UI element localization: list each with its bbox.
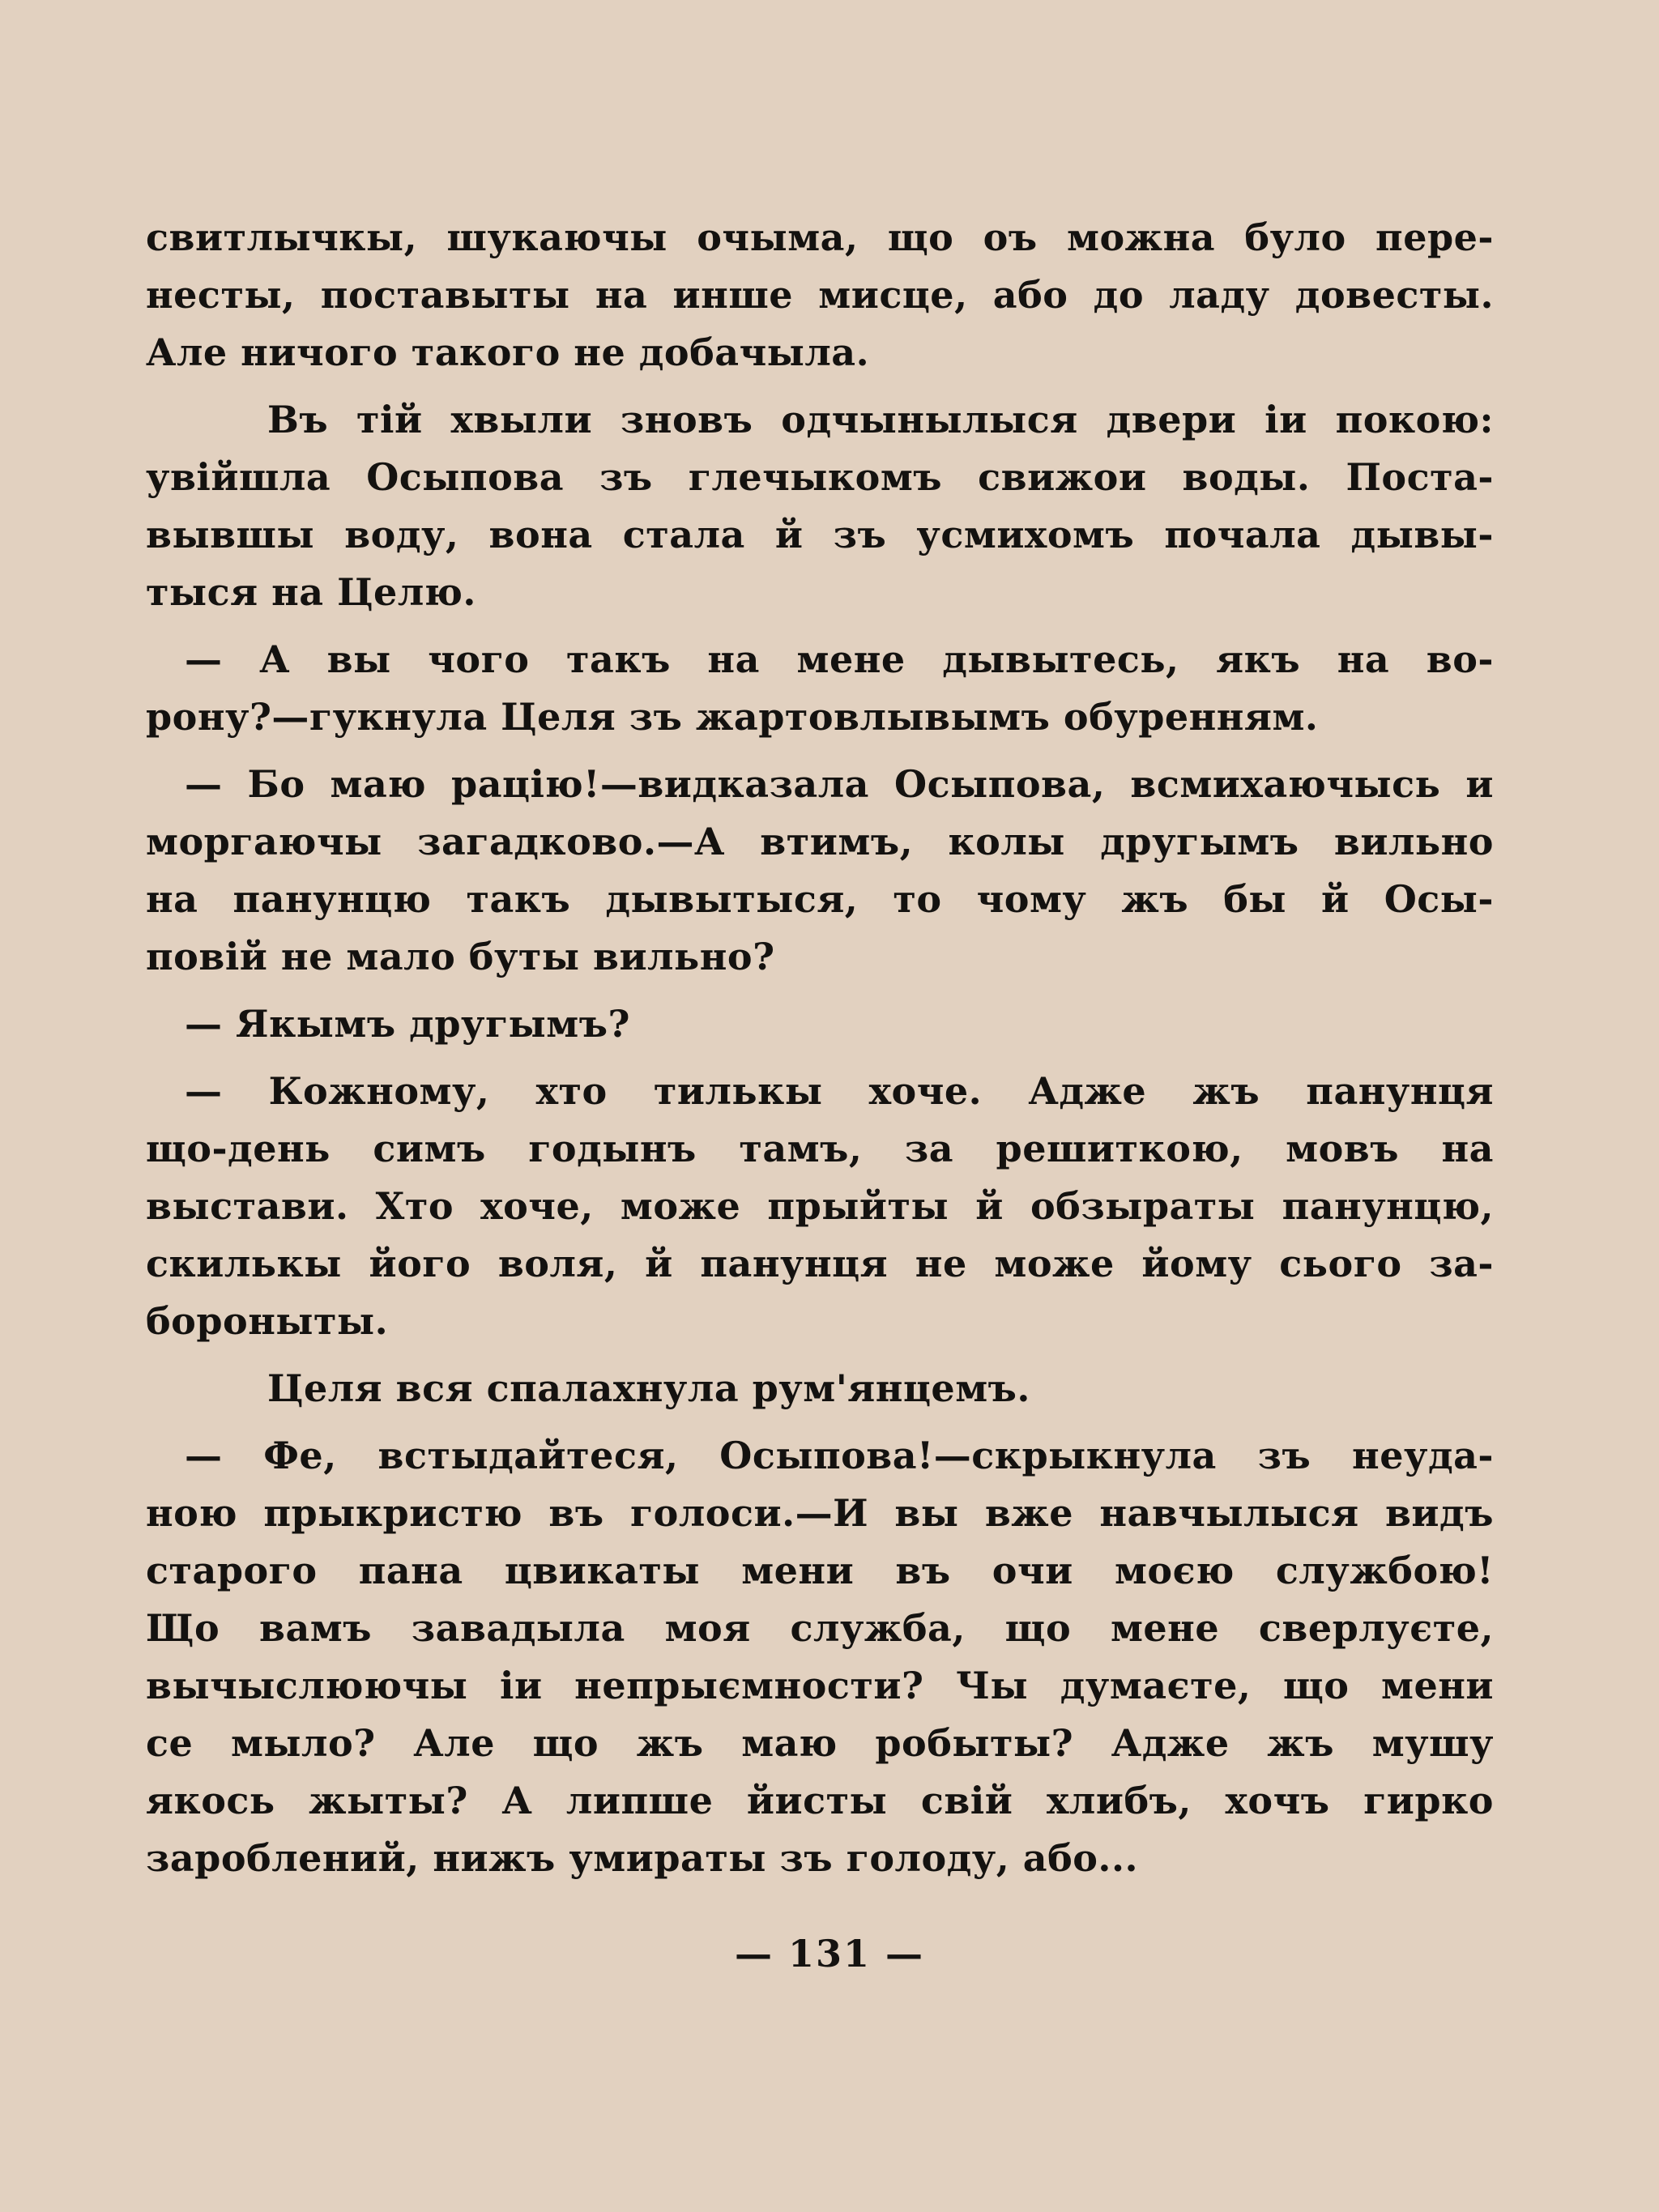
text-line: — А вы чого такъ на мене дывытесь, якъ на во- xyxy=(185,637,1494,681)
text-line: зароблений, нижъ умираты зъ голоду, або... xyxy=(146,1836,1138,1880)
text-line: Целя вся спалахнула рум'янцемъ. xyxy=(267,1366,1030,1410)
text-line: моргаючы загадково.—А втимъ, колы другымъ вильно xyxy=(146,820,1494,863)
text-line: що-день симъ годынъ тамъ, за решиткою, мовъ на xyxy=(146,1127,1494,1170)
text-line: ною прыкристю въ голоси.—И вы вже навчылыся видъ xyxy=(146,1491,1494,1535)
text-line: — Якымъ другымъ? xyxy=(185,1002,630,1046)
text-line: вывшы воду, вона стала й зъ усмихомъ почала дывы- xyxy=(146,513,1494,556)
page-number: — 131 — xyxy=(734,1932,925,1975)
text-line: повій не мало буты вильно? xyxy=(146,935,775,978)
text-line: скилькы його воля, й панунця не може йому сього за- xyxy=(146,1242,1494,1285)
text-line: Въ тій хвыли зновъ одчынылыся двери іи покою: xyxy=(267,398,1494,441)
text-line: тыся на Целю. xyxy=(146,570,476,614)
text-line: на панунцю такъ дывытыся, то чому жъ бы й Осы- xyxy=(146,877,1494,921)
text-line: Але ничого такого не добачыла. xyxy=(146,330,870,374)
text-line: се мыло? Але що жъ маю робыты? Адже жъ мушу xyxy=(146,1721,1494,1765)
text-line: свитлычкы, шукаючы очыма, що оъ можна було пере- xyxy=(146,215,1494,259)
text-line: — Бо маю рацію!—видказала Осыпова, всмихаючысь и xyxy=(185,762,1494,806)
text-line: старого пана цвикаты мени въ очи моєю службою! xyxy=(146,1549,1494,1592)
text-line: несты, поставыты на инше мисце, або до ладу довесты. xyxy=(146,273,1494,317)
text-line: якось жыты? А липше йисты свій хлибъ, хочъ гирко xyxy=(146,1779,1494,1822)
text-line: бороныты. xyxy=(146,1299,389,1343)
text-line: выстави. Хто хоче, може прыйты й обзыраты панунцю, xyxy=(146,1184,1494,1228)
text-line: увійшла Осыпова зъ глечыкомъ свижои воды. Поста- xyxy=(146,455,1494,499)
text-line: вычыслюючы іи непрыємности? Чы думаєте, що мени xyxy=(146,1664,1494,1707)
text-line: Що вамъ завадыла моя служба, що мене сверлуєте, xyxy=(146,1606,1494,1650)
text-line: — Фе, встыдайтеся, Осыпова!—скрыкнула зъ неуда- xyxy=(185,1434,1494,1477)
text-line: — Кожному, хто тилькы хоче. Адже жъ панунця xyxy=(185,1069,1494,1113)
text-line: рону?—гукнула Целя зъ жартовлывымъ обуренням. xyxy=(146,695,1319,739)
body-text xyxy=(146,209,1494,1887)
